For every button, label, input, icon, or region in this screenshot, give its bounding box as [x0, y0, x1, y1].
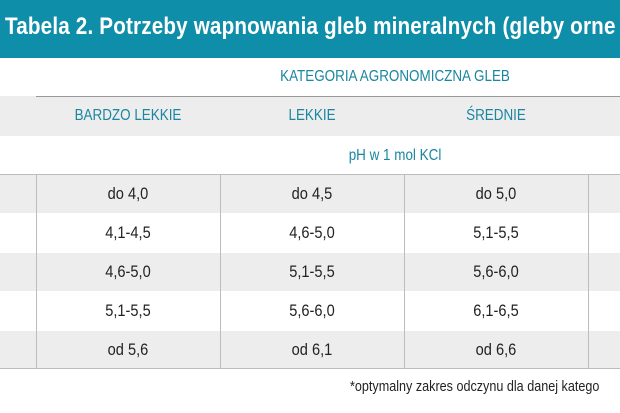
unit-header: pH w 1 mol KCl [348, 147, 442, 164]
table-cell: 4,6-5,0 [289, 223, 335, 242]
column-header-row [0, 96, 620, 136]
table-cell: 6,1-6,5 [473, 301, 519, 320]
table-cell: 4,1-4,5 [105, 223, 151, 242]
table-cell: do 5,0 [475, 184, 517, 203]
header-divider [36, 96, 620, 97]
table-cell: od 5,6 [107, 340, 149, 359]
column-divider [588, 175, 589, 368]
column-header-srednie: ŚREDNIE [466, 107, 526, 124]
table-cell: 5,6-6,0 [289, 301, 335, 320]
table-cell: 4,6-5,0 [105, 262, 151, 281]
table-cell: 5,6-6,0 [473, 262, 519, 281]
column-divider [36, 175, 37, 368]
table-title: Tabela 2. Potrzeby wapnowania gleb mineralnych (gleby orne [5, 13, 616, 40]
table-cell: do 4,5 [291, 184, 333, 203]
table-title-bar [0, 0, 620, 58]
table-cell: od 6,6 [475, 340, 517, 359]
table-cell: 5,1-5,5 [473, 223, 519, 242]
table-cell: 5,1-5,5 [289, 262, 335, 281]
table-cell: 5,1-5,5 [105, 301, 151, 320]
footnote: *optymalny zakres odczynu dla danej katego [350, 378, 600, 395]
column-header-lekkie: LEKKIE [288, 107, 336, 124]
table-cell: do 4,0 [107, 184, 149, 203]
table-cell: od 6,1 [291, 340, 333, 359]
column-divider [404, 175, 405, 368]
column-divider [220, 175, 221, 368]
category-header: KATEGORIA AGRONOMICZNA GLEB [280, 68, 510, 85]
column-header-bardzo-lekkie: BARDZO LEKKIE [74, 107, 182, 124]
